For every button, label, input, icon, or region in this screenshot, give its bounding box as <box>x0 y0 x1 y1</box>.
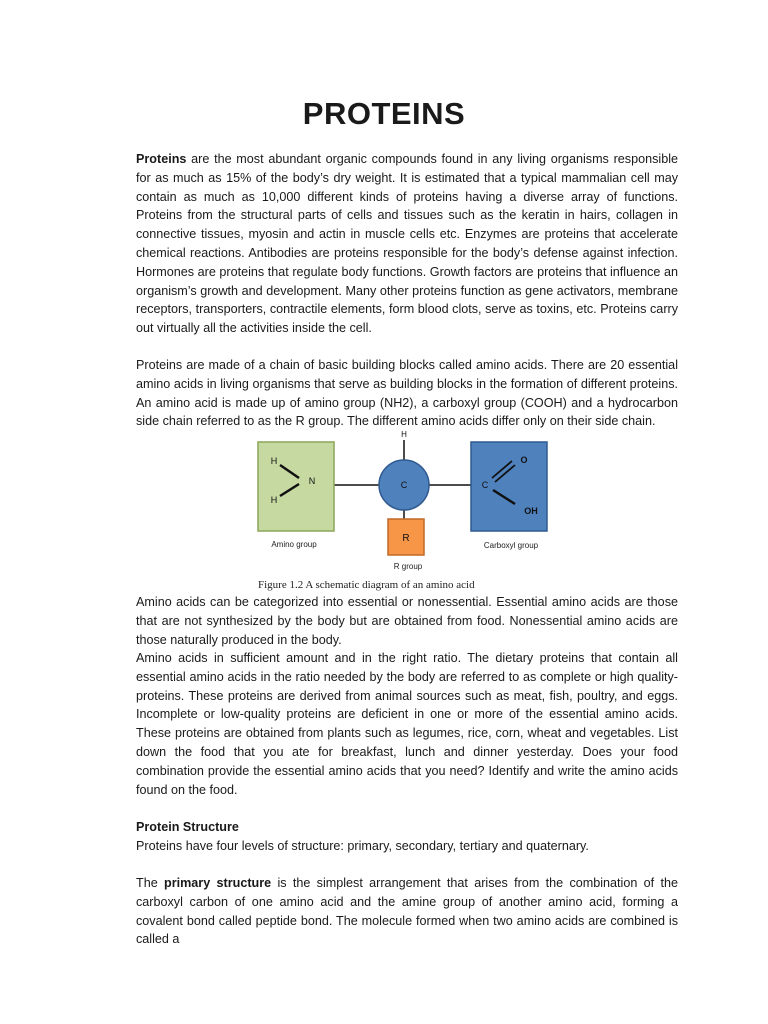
intro-text: are the most abundant organic compounds found in any living organisms responsible for as much as 15% of the body’s dry weight. It is estimated that a typical mammalian cell may contain as much as 10,000 different kinds of proteins having a diverse array of functions. Proteins from the structural parts of cells and tissues such as the keratin in hairs, collagen in connective tissues, myosin and actin in muscle cells etc. Enzymes are proteins that accelerate chemical reactions. Antibodies are proteins responsible for the body’s defense against infection. Hormones are proteins that regulate body functions. Growth factors are proteins that influence an organism’s growth and development. Many other proteins function as gene activators, membrane receptors, transporters, contractile elements, form blood clots, serve as toxins, etc. Proteins carry out virtually all the activities inside the cell. <box>136 152 678 336</box>
figure-caption: Figure 1.2 A schematic diagram of an amino acid <box>258 579 475 591</box>
amino-h-lower: H <box>270 495 278 505</box>
amino-n-label: N <box>308 476 316 486</box>
primary-text: is the simplest arrangement that arises from the combination of the carboxyl carbon of one amino acid and the amine group of another amino acid, forming a covalent bond called peptide bond. The molecule formed when two amino acids are combined is called a <box>136 876 678 947</box>
primary-structure-paragraph <box>136 874 678 949</box>
carboxyl-oh-label: OH <box>524 506 538 516</box>
primary-pre: The <box>136 876 165 890</box>
structure-levels-paragraph: Proteins have four levels of structure: primary, secondary, tertiary and quaternary. <box>136 839 589 853</box>
amino-h-upper: H <box>270 456 278 466</box>
r-group-letter: R <box>402 533 410 544</box>
protein-quality-paragraph: Amino acids in sufficient amount and in the right ratio. The dietary proteins that contain all essential amino acids in the ratio needed by the body are referred to as complete or high quality-proteins. These proteins are derived from animal sources such as meat, fish, poultry, and eggs. Incomplete or low-quality proteins are deficient in one or more of the essential amino acids. These proteins are obtained from plants such as legumes, rice, corn, wheat and vegetables. List down the food that you ate for breakfast, lunch and dinner yesterday. Does your food combination provide the essential amino acids that you need? Identify and write the amino acids found on the food. <box>136 651 678 797</box>
carboxyl-c-label: C <box>481 480 489 490</box>
amino-group-label: Amino group <box>271 540 317 549</box>
carboxyl-o-label: O <box>520 455 528 465</box>
carboxyl-group-label: Carboxyl group <box>483 541 539 550</box>
center-h-label: H <box>401 430 407 439</box>
intro-paragraph <box>136 150 678 338</box>
essential-amino-paragraph: Amino acids can be categorized into essential or nonessential. Essential amino acids are those that are not synthesized by the body but are obtained from food. Nonessential amino acids are those naturally produced in the body. <box>136 595 678 647</box>
r-group-label: R group <box>393 562 423 571</box>
primary-structure-term: primary structure <box>164 876 272 890</box>
structure-heading: Protein Structure <box>136 820 239 834</box>
amino-acid-diagram <box>250 428 560 578</box>
intro-lead-term: Proteins <box>136 152 187 166</box>
page-title: PROTEINS <box>302 96 466 131</box>
alpha-carbon-label: C <box>400 480 408 490</box>
amino-acid-paragraph: Proteins are made of a chain of basic building blocks called amino acids. There are 20 essential amino acids in living organisms that serve as building blocks in the formation of different proteins. An amino acid is made up of amino group (NH2), a carboxyl group (COOH) and a hydrocarbon side chain referred to as the R group. The different amino acids differ only on their side chain. <box>136 358 678 429</box>
